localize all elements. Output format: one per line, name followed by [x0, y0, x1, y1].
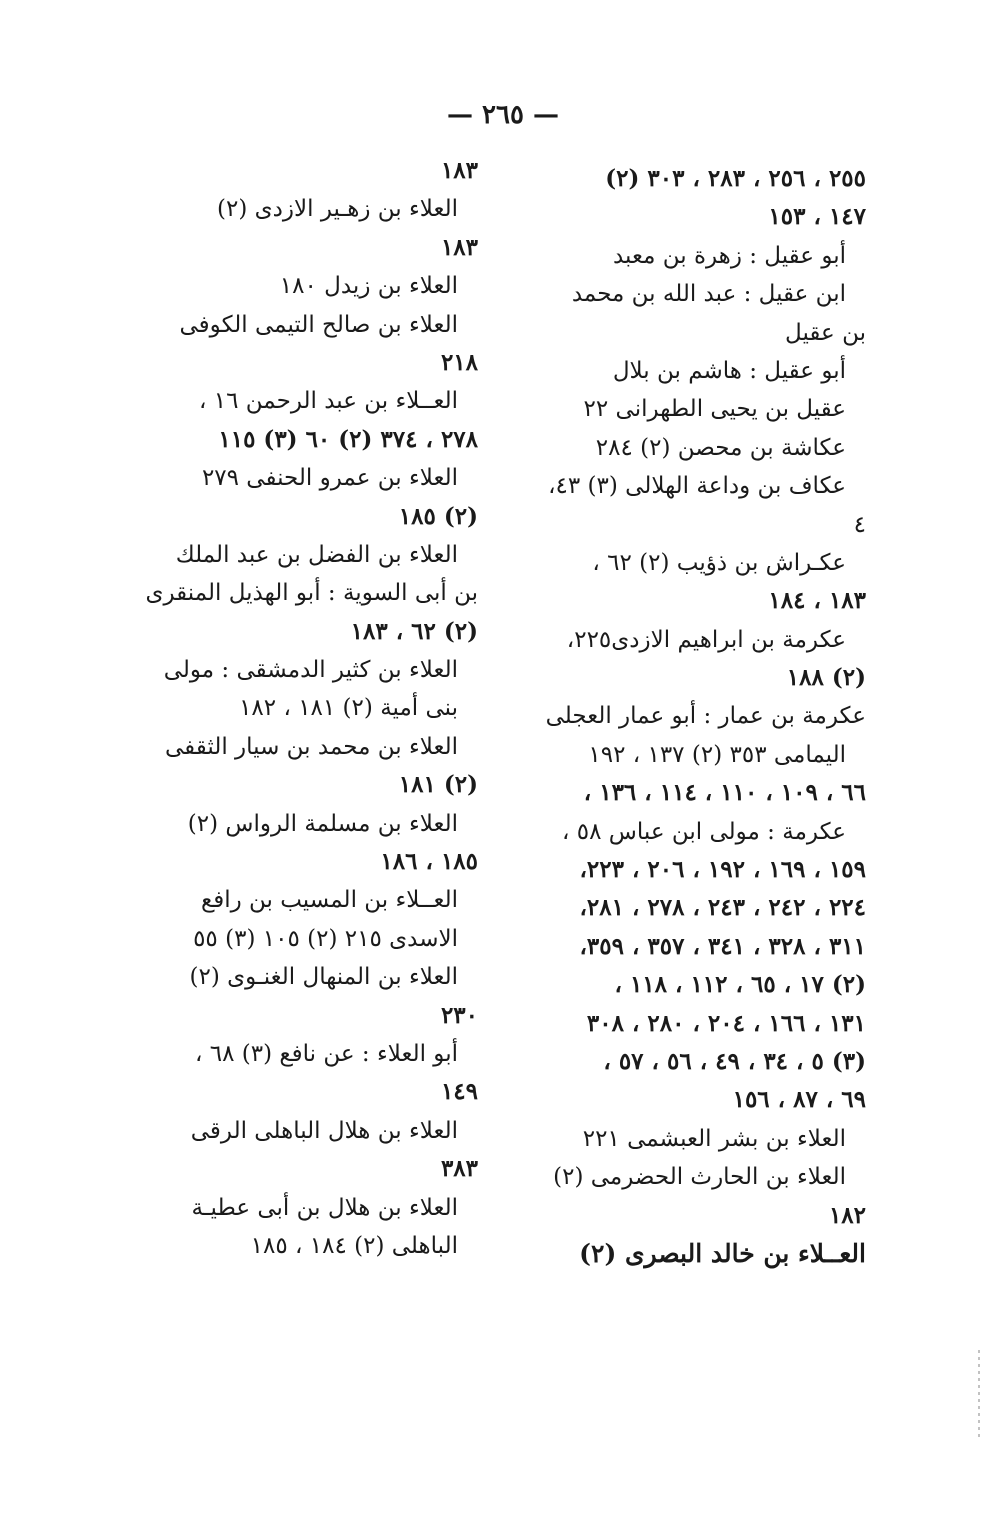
- index-entry-line: ٣١١ ، ٣٢٨ ، ٣٤١ ، ٣٥٧ ، ٣٥٩،: [579, 932, 866, 960]
- index-entry-line: العلاء بن زهـير الازدى (٢): [217, 196, 458, 223]
- index-entry-line: (٢) ١٨٥: [398, 502, 478, 530]
- index-entry-line: ٦٦ ، ١٠٩ ، ١١٠ ، ١١٤ ، ١٣٦ ،: [583, 779, 866, 807]
- index-entry-line: ٢٣٠: [440, 1001, 478, 1029]
- index-entry-line: أبو عقيل : هاشم بن بلال: [612, 357, 846, 384]
- index-entry-line: ١٣١ ، ١٦٦ ، ٢٠٤ ، ٢٨٠ ، ٣٠٨: [586, 1009, 866, 1037]
- index-entry-line: ١٨٢: [828, 1201, 866, 1229]
- index-entry-line: عكرمة بن ابراهيم الازدى٢٢٥،: [566, 626, 846, 653]
- index-entry-line: اليمامى ٣٥٣ (٢) ١٣٧ ، ١٩٢: [588, 741, 846, 768]
- index-entry-line: ١٥٩ ، ١٦٩ ، ١٩٢ ، ٢٠٦ ، ٢٢٣،: [579, 856, 866, 884]
- index-entry-line: ٢٥٥ ، ٢٥٦ ، ٢٨٣ ، ٣٠٣ (٢): [605, 165, 866, 192]
- index-entry-line: العلاء بن المنهال الغنـوى (٢): [189, 964, 458, 991]
- index-entry-line: العلاء بن بشر العبشمى ٢٢١: [582, 1125, 846, 1152]
- index-entry-line: ١٤٧ ، ١٥٣: [768, 203, 866, 231]
- index-entry-line: ٤: [853, 511, 866, 538]
- index-entry-line: عكاشة بن محصن (٢) ٢٨٤: [595, 434, 846, 461]
- index-entry-line: ١٨٥ ، ١٨٦: [380, 848, 478, 876]
- index-entry-line: أبو عقيل : زهرة بن معبد: [612, 242, 846, 269]
- index-entry-line: ٢٧٨ ، ٣٧٤ (٢) ٦٠ (٣) ١١٥: [218, 425, 478, 453]
- index-entry-line: العلاء بن هلال بن أبى عطيـة: [191, 1194, 458, 1221]
- index-entry-line: ٢٢٤ ، ٢٤٢ ، ٢٤٣ ، ٢٧٨ ، ٢٨١،: [579, 894, 866, 922]
- index-entry-line: بن أبى السوية : أبو الهذيل المنقرى: [145, 580, 478, 607]
- index-entry-line: العلاء بن محمد بن سيار الثقفى: [164, 733, 458, 760]
- index-column-right: [486, 160, 866, 1273]
- index-entry-line: عكرمة : مولى ابن عباس ٥٨ ،: [562, 818, 846, 845]
- index-entry-line: ١٨٣: [440, 157, 478, 184]
- index-column-left: [98, 152, 478, 1265]
- index-entry-line: (٢) ١٨٨: [786, 664, 866, 692]
- index-entry-line: العــلاء بن المسيب بن رافع: [200, 887, 458, 914]
- index-entry-line: ابن عقيل : عبد الله بن محمد: [571, 281, 846, 308]
- index-entry-line: (٣) ٥ ، ٣٤ ، ٤٩ ، ٥٦ ، ٥٧ ،: [603, 1047, 866, 1075]
- index-entry-line: العــلاء بن عبد الرحمن ١٦ ،: [199, 388, 458, 415]
- index-entry-line: عكرمة بن عمار : أبو عمار العجلى: [545, 703, 866, 730]
- index-entry-line: العلاء بن عمرو الحنفى ٢٧٩: [201, 465, 458, 492]
- index-entry-line: الاسدى ٢١٥ (٢) ١٠٥ (٣) ٥٥: [193, 925, 458, 952]
- index-entry-line: ١٤٩: [440, 1078, 478, 1106]
- index-entry-line: عقيل بن يحيى الطهرانى ٢٢: [583, 396, 846, 423]
- index-entry-line: العلاء بن الفضل بن عبد الملك: [175, 541, 458, 568]
- index-entry-line: ٦٩ ، ٨٧ ، ١٥٦: [732, 1086, 866, 1114]
- index-entry-line: بن عقيل: [785, 319, 866, 346]
- page-number: — ٢٦٥ —: [446, 100, 560, 130]
- index-entry-line: الباهلى (٢) ١٨٤ ، ١٨٥: [250, 1232, 458, 1259]
- index-entry-line: العــلاء بن خالد البصرى (٢): [579, 1238, 866, 1268]
- index-entry-line: ١٨٣ ، ١٨٤: [768, 587, 866, 615]
- index-entry-line: أبو العلاء : عن نافع (٣) ٦٨ ،: [195, 1040, 458, 1067]
- scan-artifact: [978, 1350, 980, 1440]
- index-entry-line: عكـراش بن ذؤيب (٢) ٦٢ ،: [592, 549, 846, 576]
- index-entry-line: بنى أمية (٢) ١٨١ ، ١٨٢: [239, 695, 458, 722]
- index-entry-line: العلاء بن مسلمة الرواس (٢): [187, 810, 458, 837]
- index-entry-line: العلاء بن زيدل ١٨٠: [279, 273, 458, 300]
- index-entry-line: (٢) ١٨١: [398, 771, 478, 799]
- index-entry-line: (٢) ٦٢ ، ١٨٣: [350, 617, 478, 645]
- index-entry-line: ١٨٣: [440, 233, 478, 261]
- index-entry-line: العلاء بن كثير الدمشقى : مولى: [163, 657, 458, 684]
- index-entry-line: (٢) ١٧ ، ٦٥ ، ١١٢ ، ١١٨ ،: [614, 971, 866, 999]
- index-entry-line: ٢١٨: [440, 348, 478, 376]
- index-entry-line: العلاء بن صالح التيمى الكوفى: [179, 311, 458, 338]
- index-entry-line: العلاء بن الحارث الحضرمى (٢): [553, 1164, 846, 1191]
- index-entry-line: العلاء بن هلال الباهلى الرقى: [190, 1117, 458, 1144]
- index-entry-line: ٣٨٣: [440, 1155, 478, 1183]
- index-entry-line: عكاف بن وداعة الهلالى (٣) ٤٣،: [548, 473, 846, 500]
